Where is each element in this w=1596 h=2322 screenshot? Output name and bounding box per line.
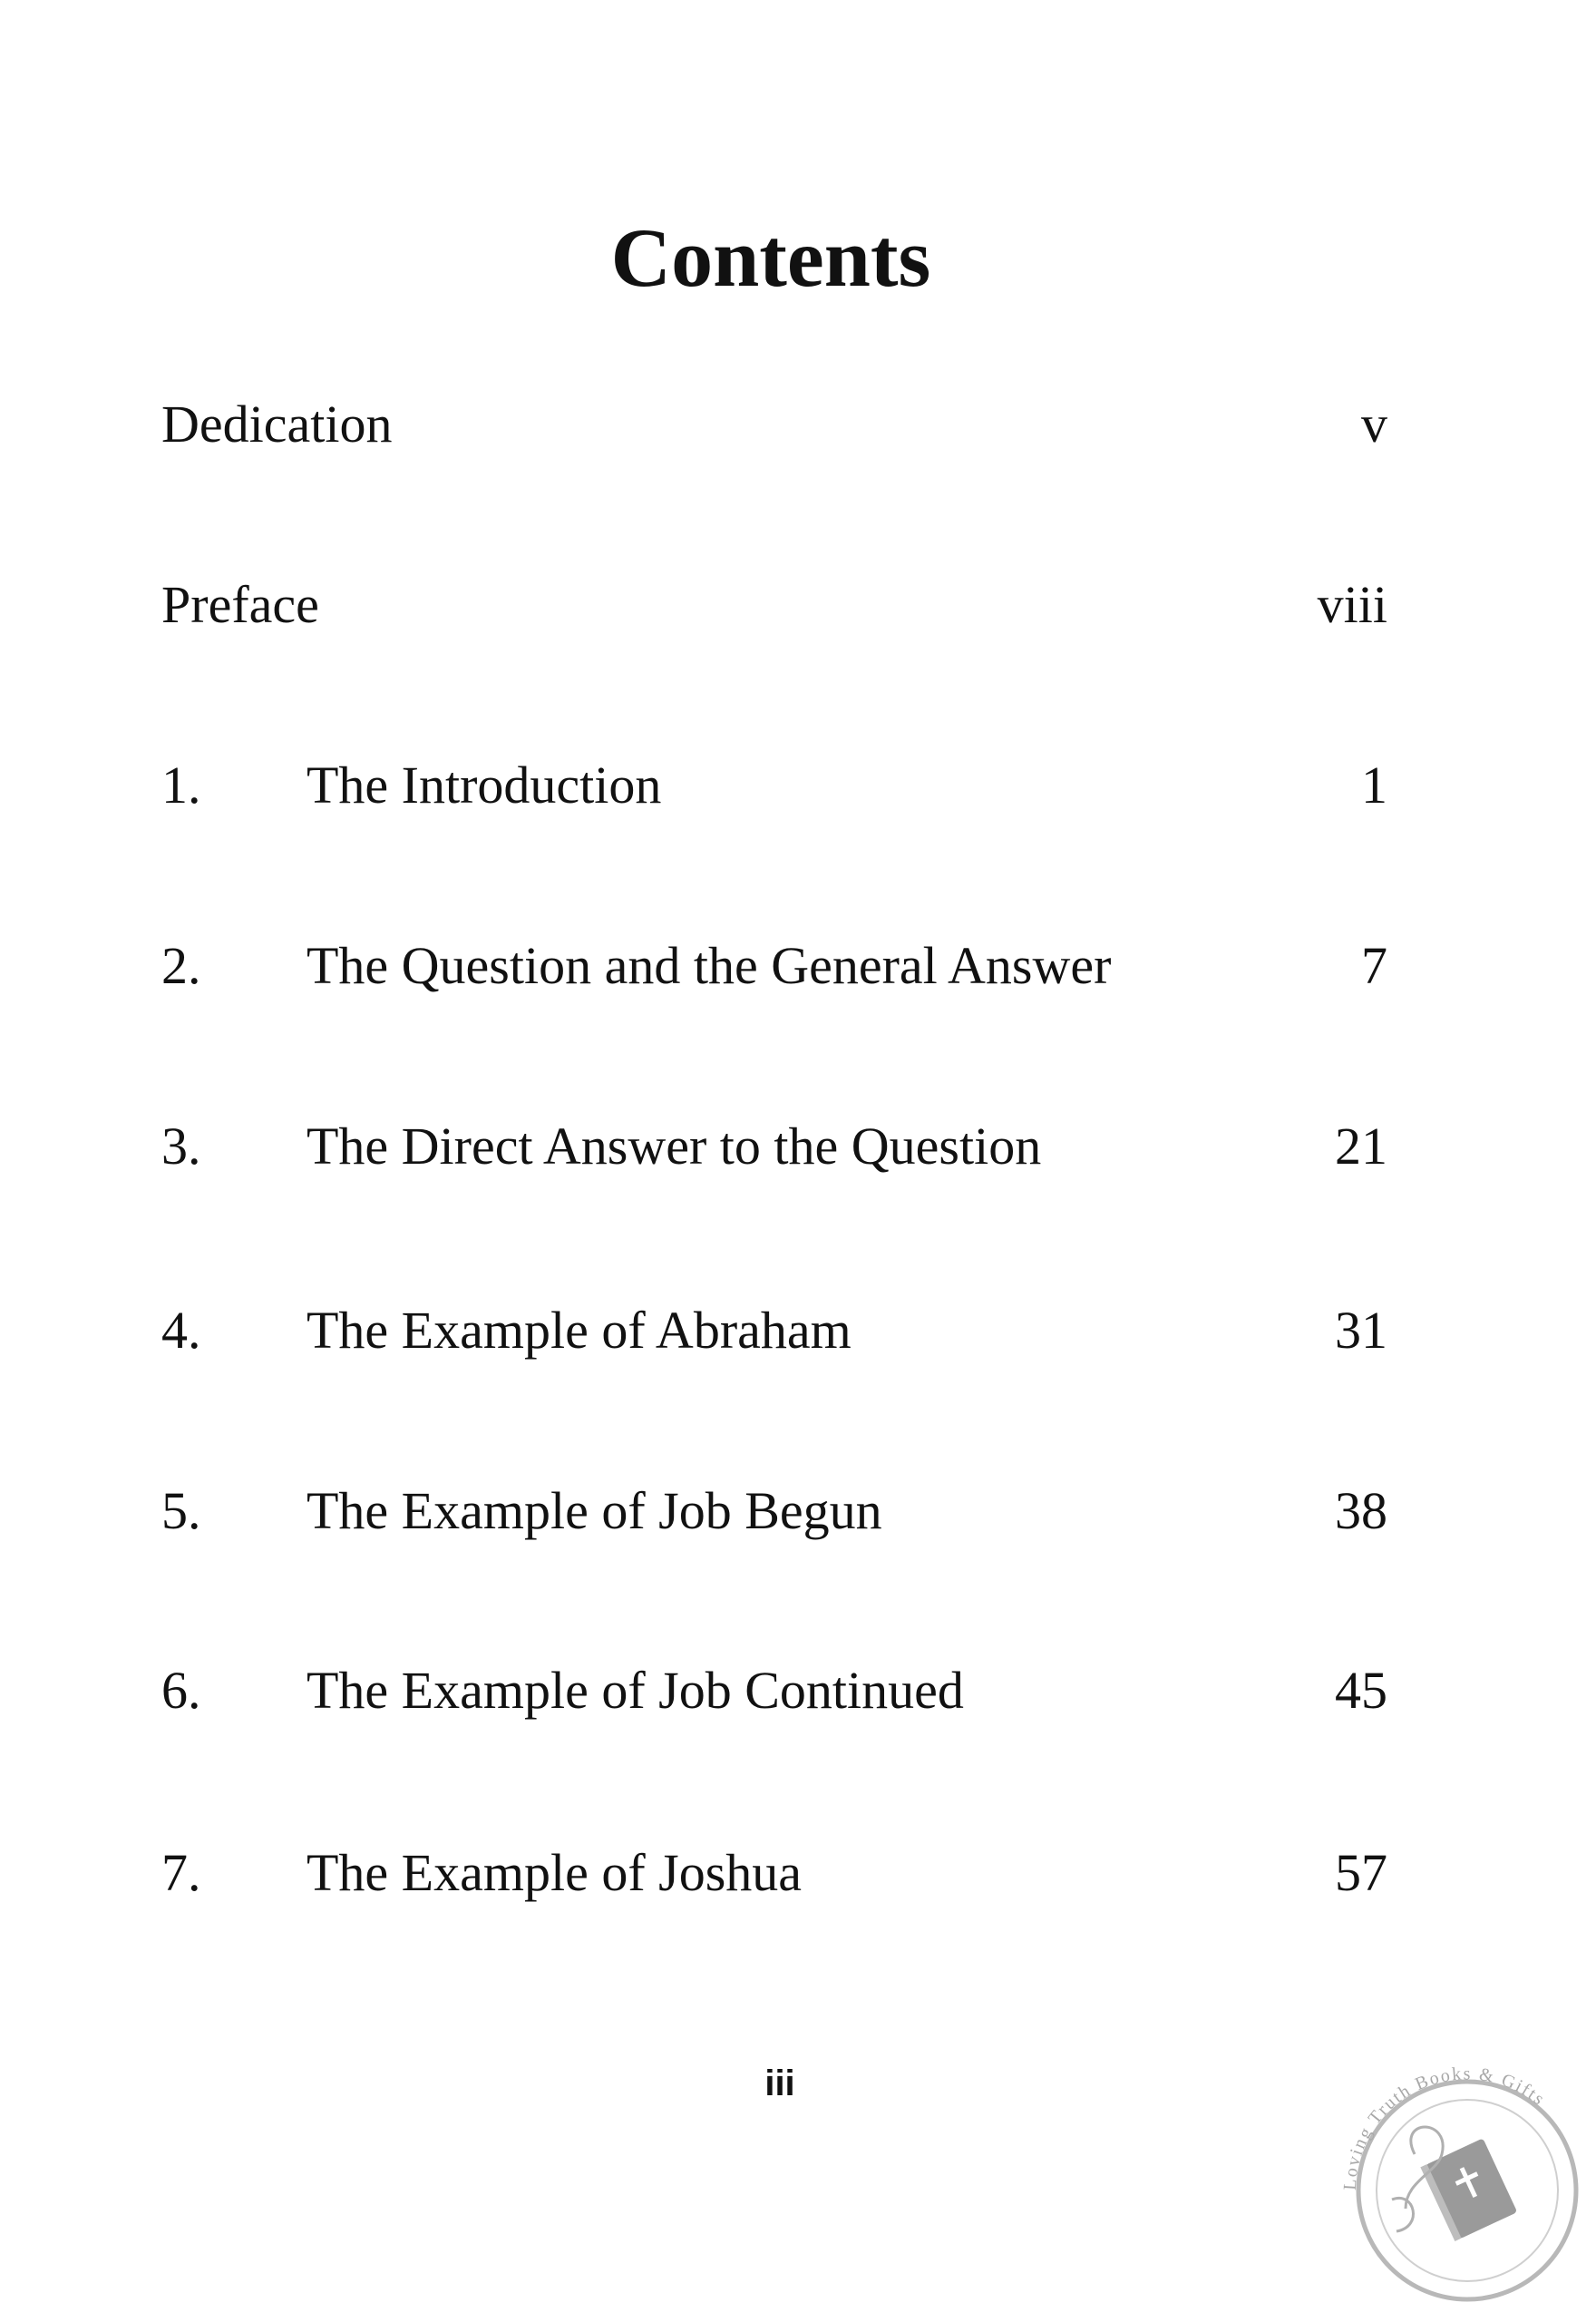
toc-entry-chapter-4 xyxy=(0,1294,1596,1367)
toc-entry-label: Dedication xyxy=(161,395,393,454)
page-number: iii xyxy=(764,2063,795,2103)
toc-chapter-title: The Example of Abraham xyxy=(307,1301,852,1360)
toc-chapter-title: The Example of Job Continued xyxy=(307,1661,964,1720)
toc-chapter-number: 3. xyxy=(161,1117,201,1176)
toc-entry-chapter-6 xyxy=(0,1654,1596,1727)
toc-entry-chapter-7 xyxy=(0,1837,1596,1909)
loving-truth-books-seal-icon xyxy=(1306,2018,1596,2322)
toc-entry-page: 38 xyxy=(1335,1481,1387,1540)
toc-entry-page: 31 xyxy=(1335,1301,1387,1360)
seal-text-top: Loving Truth Books & Gifts xyxy=(1339,2063,1550,2191)
toc-entry-page: v xyxy=(1361,395,1387,454)
toc-chapter-title: The Introduction xyxy=(307,756,662,815)
toc-entry-chapter-1 xyxy=(0,749,1596,822)
toc-entry-page: 45 xyxy=(1335,1661,1387,1720)
toc-chapter-number: 2. xyxy=(161,936,201,995)
toc-chapter-number: 4. xyxy=(161,1301,201,1360)
toc-chapter-title: The Example of Joshua xyxy=(307,1843,803,1902)
toc-entry-label: Preface xyxy=(161,575,319,634)
toc-entry-page: 1 xyxy=(1361,756,1387,815)
toc-chapter-number: 1. xyxy=(161,756,201,815)
toc-chapter-title: The Question and the General Answer xyxy=(307,936,1112,995)
toc-entry-preface xyxy=(0,569,1596,641)
toc-chapter-number: 7. xyxy=(161,1843,201,1902)
toc-chapter-title: The Example of Job Begun xyxy=(307,1481,882,1540)
toc-chapter-title: The Direct Answer to the Question xyxy=(307,1117,1042,1176)
page-title: Contents xyxy=(610,211,931,304)
toc-entry-chapter-3 xyxy=(0,1110,1596,1183)
toc-entry-page: viii xyxy=(1317,575,1387,634)
toc-chapter-number: 5. xyxy=(161,1481,201,1540)
toc-chapter-number: 6. xyxy=(161,1661,201,1720)
toc-entry-chapter-5 xyxy=(0,1475,1596,1547)
toc-entry-chapter-2 xyxy=(0,930,1596,1002)
toc-entry-page: 57 xyxy=(1335,1843,1387,1902)
toc-entry-dedication xyxy=(0,388,1596,461)
toc-entry-page: 21 xyxy=(1335,1117,1387,1176)
toc-entry-page: 7 xyxy=(1361,936,1387,995)
